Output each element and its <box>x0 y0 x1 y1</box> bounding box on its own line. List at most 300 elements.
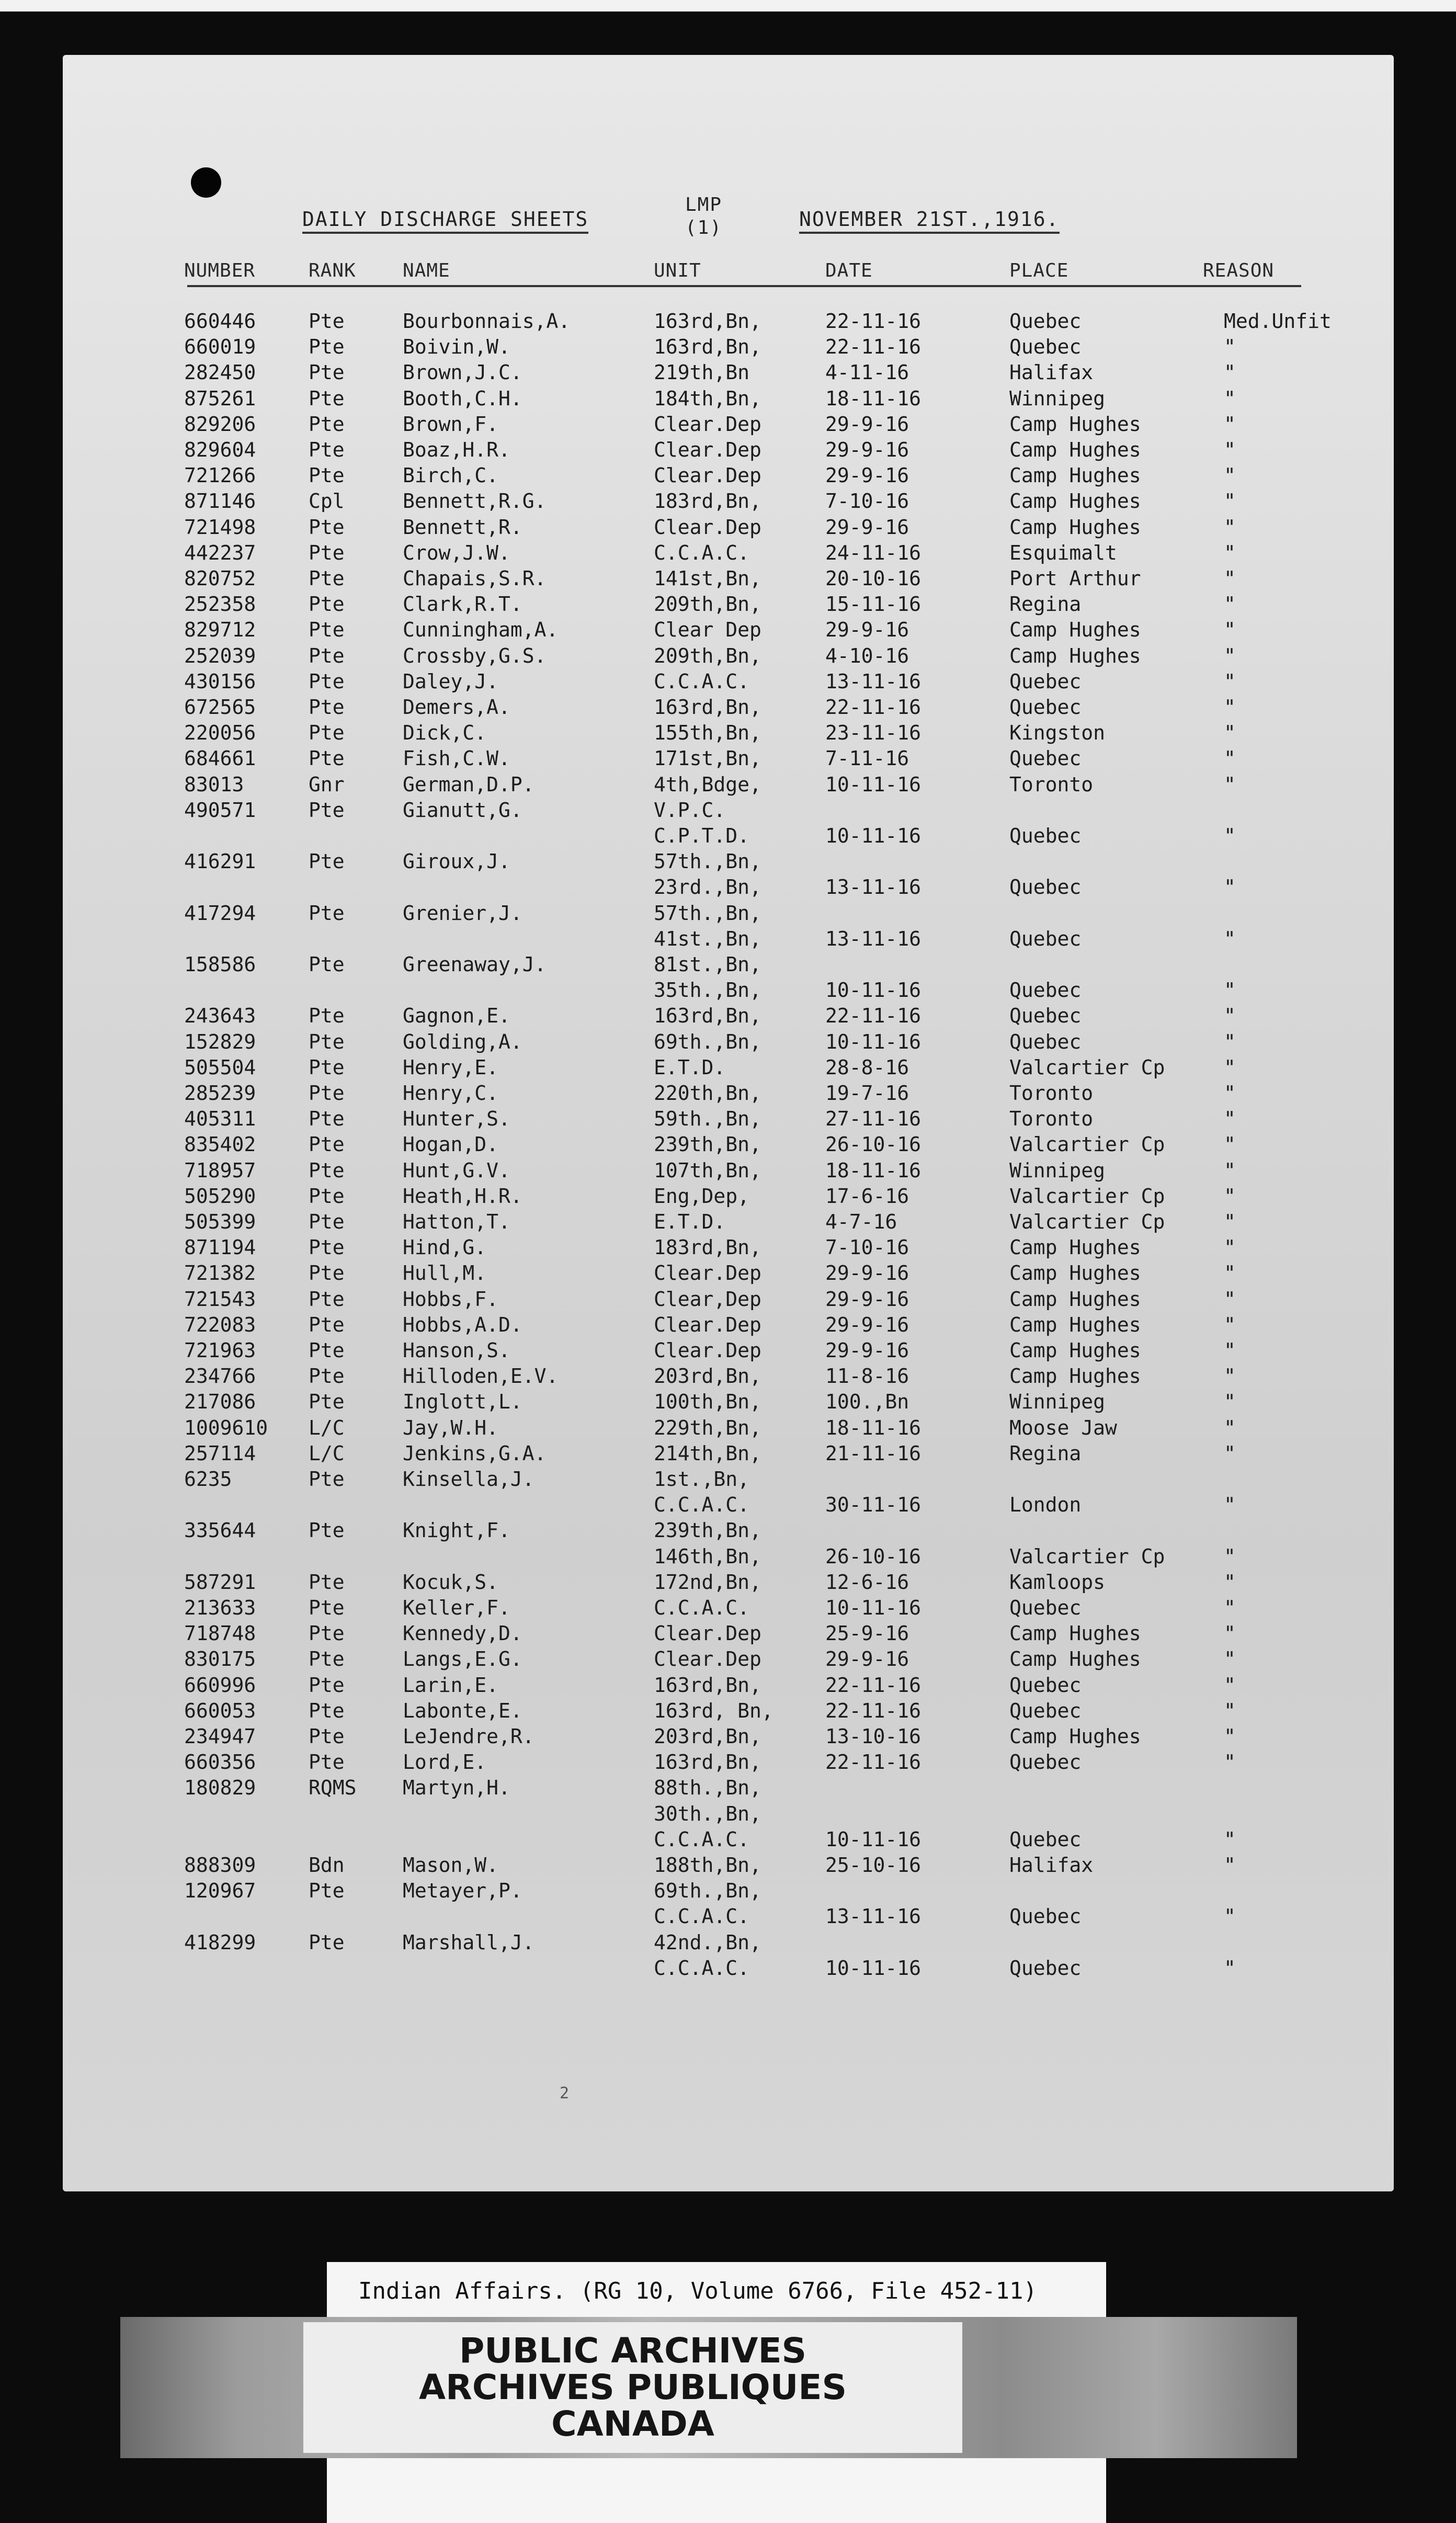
row-unit: Clear.Dep <box>654 438 761 461</box>
row-place: Camp Hughes <box>1009 490 1141 513</box>
row-rank: Pte <box>309 747 345 770</box>
row-place: Camp Hughes <box>1009 1339 1141 1362</box>
row-number: 721543 <box>184 1287 256 1311</box>
column-header-number: NUMBER <box>184 260 256 281</box>
row-rank: Pte <box>309 310 345 333</box>
row-reason: " <box>1224 772 1236 796</box>
row-reason: " <box>1224 1827 1236 1851</box>
row-name: Hind,G. <box>403 1236 487 1259</box>
row-date: 10-11-16 <box>825 824 922 847</box>
row-place: Winnipeg <box>1009 387 1106 410</box>
row-unit: 184th,Bn, <box>654 387 761 410</box>
row-number: 718748 <box>184 1622 256 1645</box>
row-place: Quebec <box>1009 1673 1082 1697</box>
table-row <box>63 1544 1394 1570</box>
row-reason: " <box>1224 1390 1236 1414</box>
table-row <box>63 1441 1394 1467</box>
archive-stamp <box>303 2322 962 2453</box>
row-date: 25-9-16 <box>825 1622 909 1645</box>
row-reason: " <box>1224 1082 1236 1105</box>
row-name: Jay,W.H. <box>403 1416 499 1439</box>
row-unit: C.C.A.C. <box>654 669 750 693</box>
row-reason: " <box>1224 1441 1236 1465</box>
row-unit: Clear.Dep <box>654 412 761 436</box>
row-place: Toronto <box>1009 772 1094 796</box>
row-unit: C.C.A.C. <box>654 1827 750 1851</box>
row-rank: Pte <box>309 1339 345 1362</box>
table-row <box>63 515 1394 540</box>
row-place: Camp Hughes <box>1009 1622 1141 1645</box>
row-unit: 171st,Bn, <box>654 747 761 770</box>
row-number: 721963 <box>184 1339 256 1362</box>
row-number: 83013 <box>184 772 244 796</box>
row-number: 180829 <box>184 1776 256 1800</box>
row-place: Quebec <box>1009 1905 1082 1928</box>
row-rank: Bdn <box>309 1854 345 1877</box>
table-row <box>63 978 1394 1003</box>
table-row <box>63 695 1394 720</box>
table-row <box>63 1801 1394 1827</box>
page-mark: 2 <box>560 2084 570 2102</box>
row-number: 721382 <box>184 1262 256 1285</box>
row-rank: Pte <box>309 618 345 642</box>
row-reason: " <box>1224 593 1236 616</box>
row-date: 18-11-16 <box>825 1416 922 1439</box>
row-number: 660996 <box>184 1673 256 1697</box>
row-place: Camp Hughes <box>1009 1725 1141 1748</box>
row-unit: C.C.A.C. <box>654 541 750 564</box>
row-name: Hatton,T. <box>403 1210 510 1233</box>
row-rank: Pte <box>309 953 345 976</box>
table-row <box>63 720 1394 746</box>
row-unit: 229th,Bn, <box>654 1416 761 1439</box>
table-row <box>63 1312 1394 1338</box>
table-row <box>63 1673 1394 1698</box>
row-rank: Pte <box>309 1468 345 1491</box>
row-unit: 214th,Bn, <box>654 1441 761 1465</box>
row-rank: Pte <box>309 1622 345 1645</box>
table-row <box>63 643 1394 669</box>
row-rank: Pte <box>309 1262 345 1285</box>
column-header-unit: UNIT <box>654 260 701 281</box>
row-unit: 163rd,Bn, <box>654 1751 761 1774</box>
row-number: 120967 <box>184 1879 256 1903</box>
row-number: 152829 <box>184 1030 256 1053</box>
row-name: Golding,A. <box>403 1030 522 1053</box>
row-place: London <box>1009 1493 1082 1517</box>
row-date: 13-10-16 <box>825 1725 922 1748</box>
row-reason: " <box>1224 824 1236 847</box>
row-reason: " <box>1224 927 1236 950</box>
row-name: Hobbs,A.D. <box>403 1313 522 1336</box>
row-unit: E.T.D. <box>654 1210 726 1233</box>
row-number: 660356 <box>184 1751 256 1774</box>
row-rank: Pte <box>309 1699 345 1722</box>
row-date: 17-6-16 <box>825 1184 909 1208</box>
table-row <box>63 1106 1394 1132</box>
row-number: 285239 <box>184 1082 256 1105</box>
table-row <box>63 334 1394 360</box>
row-reason: " <box>1224 1236 1236 1259</box>
table-row <box>63 1827 1394 1853</box>
row-place: Kingston <box>1009 721 1106 745</box>
document-reference <box>685 194 722 240</box>
row-place: Quebec <box>1009 927 1082 950</box>
row-number: 660446 <box>184 310 256 333</box>
table-row <box>63 798 1394 823</box>
row-place: Quebec <box>1009 310 1082 333</box>
row-number: 722083 <box>184 1313 256 1336</box>
row-rank: Pte <box>309 1184 345 1208</box>
row-name: Boivin,W. <box>403 335 510 359</box>
row-place: Kamloops <box>1009 1570 1106 1594</box>
row-rank: Pte <box>309 464 345 487</box>
row-place: Camp Hughes <box>1009 1236 1141 1259</box>
row-number: 721498 <box>184 515 256 539</box>
row-reason: " <box>1224 1570 1236 1594</box>
row-number: 829712 <box>184 618 256 642</box>
row-unit: C.C.A.C. <box>654 1596 750 1619</box>
row-date: 13-11-16 <box>825 876 922 899</box>
row-date: 27-11-16 <box>825 1107 922 1131</box>
row-name: Bennett,R.G. <box>403 490 547 513</box>
row-name: Labonte,E. <box>403 1699 522 1722</box>
stamp-line-2: ARCHIVES PUBLIQUES <box>418 2367 847 2407</box>
row-rank: Pte <box>309 593 345 616</box>
row-rank: Pte <box>309 1313 345 1336</box>
row-rank: Cpl <box>309 490 345 513</box>
row-rank: Pte <box>309 1751 345 1774</box>
row-place: Regina <box>1009 593 1082 616</box>
row-rank: Pte <box>309 1158 345 1182</box>
row-name: Birch,C. <box>403 464 499 487</box>
row-unit: 239th,Bn, <box>654 1519 761 1542</box>
row-place: Winnipeg <box>1009 1158 1106 1182</box>
row-reason: " <box>1224 1725 1236 1748</box>
row-place: Camp Hughes <box>1009 1647 1141 1671</box>
row-name: Gianutt,G. <box>403 798 522 822</box>
table-row <box>63 1956 1394 1981</box>
row-unit: 100th,Bn, <box>654 1390 761 1414</box>
row-rank: Pte <box>309 901 345 925</box>
row-name: German,D.P. <box>403 772 534 796</box>
row-rank: Pte <box>309 1004 345 1028</box>
row-name: Langs,E.G. <box>403 1647 522 1671</box>
row-date: 22-11-16 <box>825 1751 922 1774</box>
row-date: 10-11-16 <box>825 979 922 1002</box>
row-rank: Pte <box>309 696 345 719</box>
row-place: Camp Hughes <box>1009 618 1141 642</box>
row-rank: Pte <box>309 798 345 822</box>
row-unit: Clear.Dep <box>654 1647 761 1671</box>
row-rank: Pte <box>309 1082 345 1105</box>
row-name: Demers,A. <box>403 696 510 719</box>
table-row <box>63 1570 1394 1595</box>
row-unit: Clear.Dep <box>654 515 761 539</box>
row-rank: Pte <box>309 412 345 436</box>
row-place: Winnipeg <box>1009 1390 1106 1414</box>
row-rank: Pte <box>309 1725 345 1748</box>
row-number: 505399 <box>184 1210 256 1233</box>
row-unit: 183rd,Bn, <box>654 490 761 513</box>
table-row <box>63 1595 1394 1621</box>
row-reason: " <box>1224 696 1236 719</box>
row-unit: 163rd,Bn, <box>654 696 761 719</box>
row-place: Halifax <box>1009 1854 1094 1877</box>
row-reason: " <box>1224 1210 1236 1233</box>
row-unit: 188th,Bn, <box>654 1854 761 1877</box>
row-date: 18-11-16 <box>825 387 922 410</box>
row-date: 13-11-16 <box>825 1905 922 1928</box>
table-row <box>63 1698 1394 1724</box>
row-date: 29-9-16 <box>825 1647 909 1671</box>
row-name: Hunt,G.V. <box>403 1158 510 1182</box>
table-row <box>63 1132 1394 1157</box>
row-name: Chapais,S.R. <box>403 567 547 590</box>
row-unit: Eng,Dep, <box>654 1184 750 1208</box>
row-place: Quebec <box>1009 1030 1082 1053</box>
row-reason: " <box>1224 1673 1236 1697</box>
row-name: Heath,H.R. <box>403 1184 522 1208</box>
table-row <box>63 926 1394 952</box>
row-date: 10-11-16 <box>825 1956 922 1980</box>
row-place: Camp Hughes <box>1009 1287 1141 1311</box>
row-reason: " <box>1224 335 1236 359</box>
table-row <box>63 1235 1394 1260</box>
row-reason: " <box>1224 490 1236 513</box>
row-name: Hunter,S. <box>403 1107 510 1131</box>
row-date: 29-9-16 <box>825 1313 909 1336</box>
table-row <box>63 566 1394 592</box>
row-number: 660019 <box>184 335 256 359</box>
table-row <box>63 1724 1394 1749</box>
row-place: Quebec <box>1009 824 1082 847</box>
row-number: 505290 <box>184 1184 256 1208</box>
row-rank: Pte <box>309 1365 345 1388</box>
row-date: 10-11-16 <box>825 1827 922 1851</box>
table-row <box>63 1415 1394 1441</box>
row-reason: " <box>1224 567 1236 590</box>
row-reason: " <box>1224 747 1236 770</box>
row-date: 4-10-16 <box>825 644 909 667</box>
table-row <box>63 1621 1394 1646</box>
stamp-line-1: PUBLIC ARCHIVES <box>459 2331 807 2371</box>
row-rank: Pte <box>309 387 345 410</box>
row-rank: Pte <box>309 1879 345 1903</box>
table-row <box>63 592 1394 617</box>
row-name: Kennedy,D. <box>403 1622 522 1645</box>
table-row <box>63 1081 1394 1106</box>
row-number: 418299 <box>184 1930 256 1954</box>
row-name: Crossby,G.S. <box>403 644 547 667</box>
row-unit: 209th,Bn, <box>654 644 761 667</box>
table-row <box>63 874 1394 900</box>
row-reason: " <box>1224 721 1236 745</box>
row-number: 335644 <box>184 1519 256 1542</box>
row-name: Henry,E. <box>403 1055 499 1079</box>
row-date: 25-10-16 <box>825 1854 922 1877</box>
row-place: Port Arthur <box>1009 567 1141 590</box>
row-reason: " <box>1224 1544 1236 1568</box>
row-number: 217086 <box>184 1390 256 1414</box>
row-reason: " <box>1224 1854 1236 1877</box>
row-rank: Pte <box>309 1133 345 1156</box>
row-place: Valcartier Cp <box>1009 1184 1165 1208</box>
row-unit: C.C.A.C. <box>654 1956 750 1980</box>
row-rank: Pte <box>309 644 345 667</box>
row-name: Gagnon,E. <box>403 1004 510 1028</box>
row-reason: Med.Unfit <box>1224 310 1332 333</box>
row-unit: Clear.Dep <box>654 1339 761 1362</box>
row-reason: " <box>1224 1287 1236 1311</box>
row-rank: RQMS <box>309 1776 357 1800</box>
table-row <box>63 386 1394 412</box>
table-row <box>63 1209 1394 1235</box>
table-row <box>63 1904 1394 1929</box>
row-reason: " <box>1224 644 1236 667</box>
row-name: Kinsella,J. <box>403 1468 534 1491</box>
row-date: 29-9-16 <box>825 1262 909 1285</box>
row-number: 220056 <box>184 721 256 745</box>
row-name: Keller,F. <box>403 1596 510 1619</box>
row-number: 234947 <box>184 1725 256 1748</box>
row-rank: Pte <box>309 850 345 873</box>
table-row <box>63 540 1394 566</box>
row-reason: " <box>1224 515 1236 539</box>
table-row <box>63 1853 1394 1878</box>
row-unit: 59th.,Bn, <box>654 1107 761 1131</box>
row-date: 13-11-16 <box>825 669 922 693</box>
row-rank: Pte <box>309 541 345 564</box>
row-number: 490571 <box>184 798 256 822</box>
row-unit: 41st.,Bn, <box>654 927 761 950</box>
row-number: 416291 <box>184 850 256 873</box>
row-name: Giroux,J. <box>403 850 510 873</box>
film-border <box>0 0 1456 12</box>
row-place: Moose Jaw <box>1009 1416 1117 1439</box>
document-date: NOVEMBER 21ST.,1916. <box>799 208 1060 234</box>
row-unit: C.C.A.C. <box>654 1905 750 1928</box>
row-unit: 1st.,Bn, <box>654 1468 750 1491</box>
row-name: Inglott,L. <box>403 1390 522 1414</box>
row-number: 405311 <box>184 1107 256 1131</box>
row-date: 13-11-16 <box>825 927 922 950</box>
row-name: Larin,E. <box>403 1673 499 1697</box>
row-date: 18-11-16 <box>825 1158 922 1182</box>
row-name: Lord,E. <box>403 1751 487 1774</box>
row-date: 4-7-16 <box>825 1210 897 1233</box>
row-rank: Pte <box>309 1647 345 1671</box>
row-place: Quebec <box>1009 876 1082 899</box>
table-row <box>63 849 1394 874</box>
table-row <box>63 1029 1394 1055</box>
row-reason: " <box>1224 1596 1236 1619</box>
row-date: 22-11-16 <box>825 696 922 719</box>
row-place: Camp Hughes <box>1009 1262 1141 1285</box>
row-reason: " <box>1224 1365 1236 1388</box>
table-row <box>63 901 1394 926</box>
table-row <box>63 1878 1394 1904</box>
row-unit: 42nd.,Bn, <box>654 1930 761 1954</box>
row-reason: " <box>1224 669 1236 693</box>
row-place: Quebec <box>1009 747 1082 770</box>
row-unit: 23rd.,Bn, <box>654 876 761 899</box>
row-date: 21-11-16 <box>825 1441 922 1465</box>
table-row <box>63 1467 1394 1492</box>
row-place: Camp Hughes <box>1009 644 1141 667</box>
table-row <box>63 1184 1394 1209</box>
table-row <box>63 1775 1394 1801</box>
row-place: Camp Hughes <box>1009 464 1141 487</box>
document-title: DAILY DISCHARGE SHEETS <box>302 208 588 234</box>
row-number: 829604 <box>184 438 256 461</box>
row-date: 7-10-16 <box>825 490 909 513</box>
row-name: Hilloden,E.V. <box>403 1365 559 1388</box>
row-unit: 163rd,Bn, <box>654 1673 761 1697</box>
row-reason: " <box>1224 541 1236 564</box>
row-number: 820752 <box>184 567 256 590</box>
row-reason: " <box>1224 1004 1236 1028</box>
row-reason: " <box>1224 464 1236 487</box>
row-name: Grenier,J. <box>403 901 522 925</box>
table-row <box>63 669 1394 695</box>
table-row <box>63 1055 1394 1081</box>
row-number: 252358 <box>184 593 256 616</box>
row-unit: Clear Dep <box>654 618 761 642</box>
row-place: Quebec <box>1009 1956 1082 1980</box>
document-page <box>63 55 1394 2191</box>
row-name: Hull,M. <box>403 1262 487 1285</box>
row-unit: Clear.Dep <box>654 1622 761 1645</box>
row-number: 587291 <box>184 1570 256 1594</box>
row-name: Kocuk,S. <box>403 1570 499 1594</box>
table-row <box>63 412 1394 437</box>
row-number: 417294 <box>184 901 256 925</box>
row-reason: " <box>1224 1493 1236 1517</box>
row-rank: Pte <box>309 1287 345 1311</box>
row-number: 660053 <box>184 1699 256 1722</box>
table-row <box>63 1338 1394 1363</box>
row-place: Valcartier Cp <box>1009 1210 1165 1233</box>
row-date: 20-10-16 <box>825 567 922 590</box>
row-place: Esquimalt <box>1009 541 1117 564</box>
row-date: 22-11-16 <box>825 1004 922 1028</box>
row-reason: " <box>1224 1262 1236 1285</box>
row-number: 257114 <box>184 1441 256 1465</box>
row-place: Quebec <box>1009 1004 1082 1028</box>
row-date: 23-11-16 <box>825 721 922 745</box>
row-place: Toronto <box>1009 1082 1094 1105</box>
row-name: Bennett,R. <box>403 515 522 539</box>
row-date: 22-11-16 <box>825 335 922 359</box>
table-row <box>63 463 1394 488</box>
row-name: Clark,R.T. <box>403 593 522 616</box>
row-number: 234766 <box>184 1365 256 1388</box>
table-row <box>63 617 1394 643</box>
row-date: 12-6-16 <box>825 1570 909 1594</box>
row-unit: 30th.,Bn, <box>654 1802 761 1825</box>
row-date: 28-8-16 <box>825 1055 909 1079</box>
row-date: 22-11-16 <box>825 310 922 333</box>
row-place: Quebec <box>1009 1699 1082 1722</box>
row-reason: " <box>1224 1107 1236 1131</box>
row-number: 1009610 <box>184 1416 268 1439</box>
row-date: 100.,Bn <box>825 1390 909 1414</box>
row-rank: Pte <box>309 1570 345 1594</box>
row-place: Valcartier Cp <box>1009 1055 1165 1079</box>
row-name: Brown,F. <box>403 412 499 436</box>
row-reason: " <box>1224 1956 1236 1980</box>
